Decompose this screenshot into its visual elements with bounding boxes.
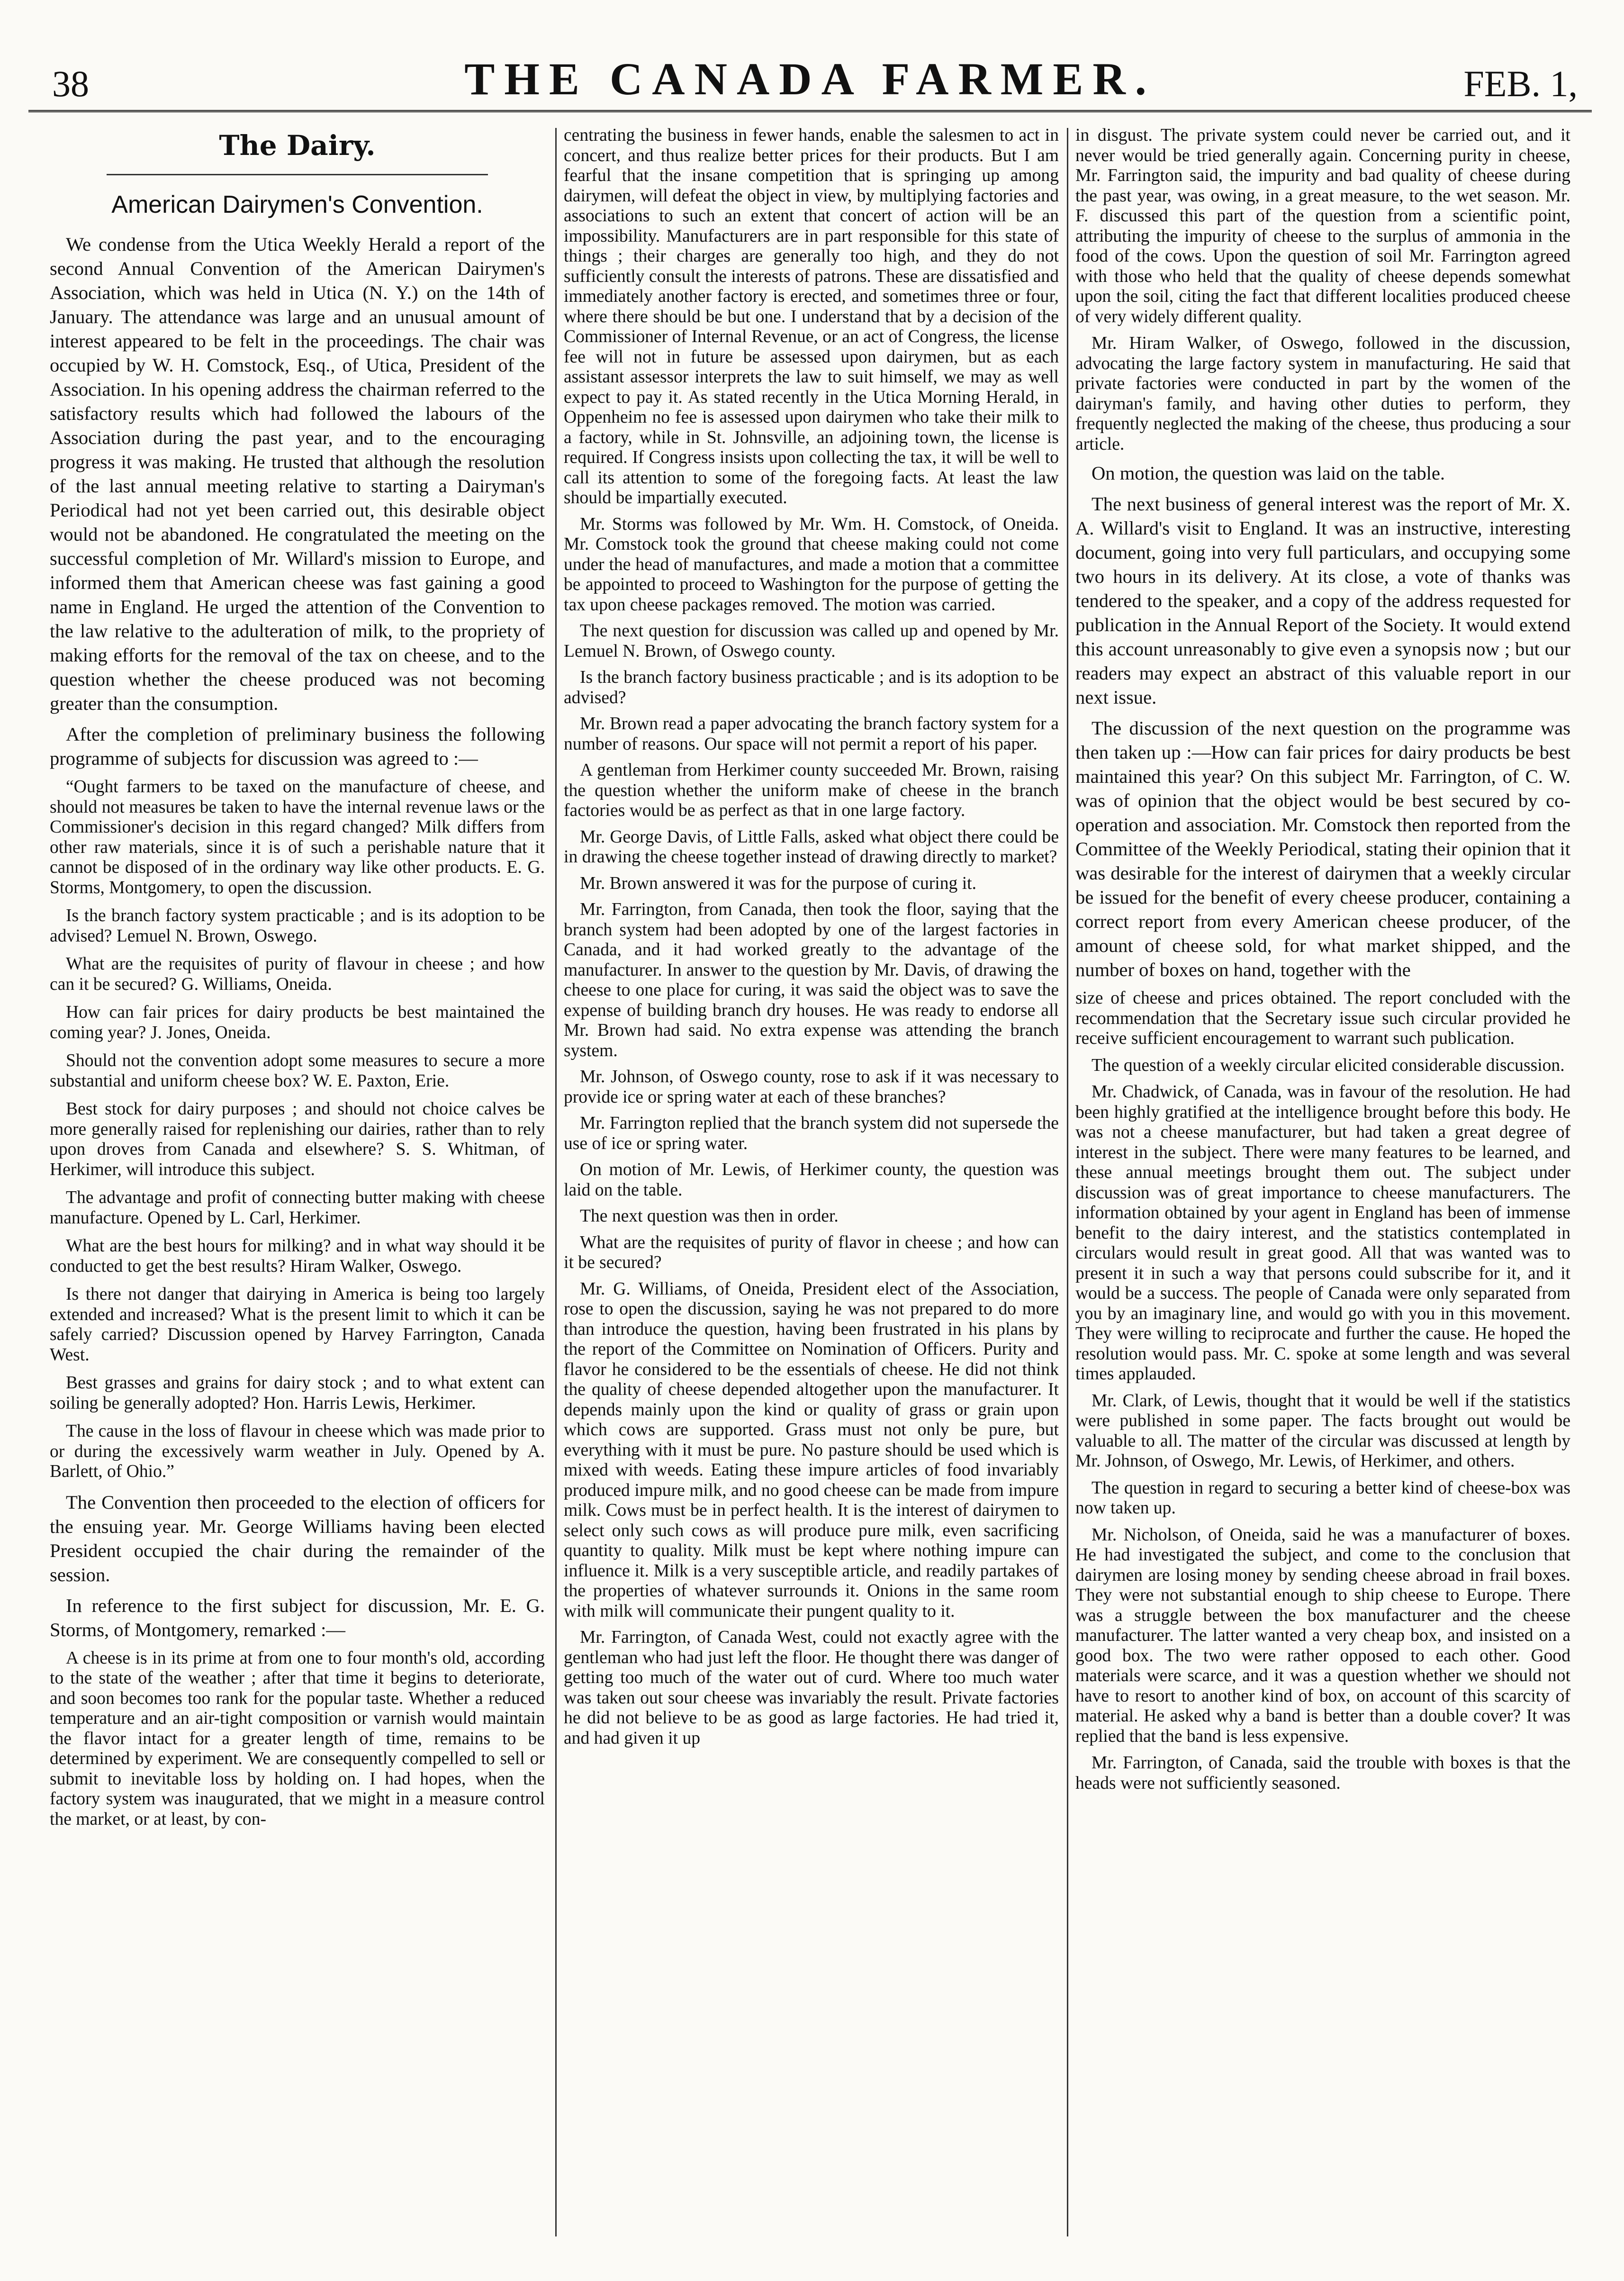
paragraph: Mr. G. Williams, of Oneida, President elect of the Association, rose to open the discussion, saying he was not prepared to do more than introduce the question, having been frustrated in his plans by the report of the Committee on Nomination of Officers. Purity and flavor he considered to be the essentials of cheese. He did not think the quality of cheese depended altogether upon the manufacturer. It depends mainly upon the kind or quality of grass or grain upon which cows are supported. Grass must not only be pure, but everything with it must be pure. No pasture should be used which is mixed with weeds. Eating these impure articles of food invariably produced impure milk, and no good cheese can be made from impure milk. Cows must be in perfect health. It is the interest of dairymen to select only such cows as will produce pure milk, even sacrificing quantity to quality. Milk must be kept where nothing impure can influence it. Milk is a very susceptible article, and readily partakes of the properties of whatever surrounds it. Onions in the same room with milk will communicate their pungent quality to it. bbox=[564, 1279, 1059, 1621]
paragraph: size of cheese and prices obtained. The report concluded with the recommendation that the Secretary issue such circular provided he receive sufficient encouragement to warrant such publication. bbox=[1075, 988, 1570, 1048]
programme-list bbox=[50, 777, 545, 1482]
paragraph: Is the branch factory system practicable ; and is its adoption to be advised? Lemuel N. Brown, Oswego. bbox=[50, 906, 545, 946]
paragraph: How can fair prices for dairy products be best maintained the coming year? J. Jones, Oneida. bbox=[50, 1003, 545, 1042]
paragraph: Best stock for dairy purposes ; and should not choice calves be more generally raised for replenishing our dairies, rather than to rely upon droves from Canada and elsewhere? S. S. Whitman, of Herkimer, will introduce this subject. bbox=[50, 1099, 545, 1179]
paragraph: The question of a weekly circular elicited considerable discussion. bbox=[1092, 1055, 1565, 1075]
paragraph: Mr. Brown answered it was for the purpose of curing it. bbox=[580, 873, 976, 893]
paragraph: Mr. Farrington, of Canada, said the trouble with boxes is that the heads were not sufficiently seasoned. bbox=[1075, 1753, 1570, 1793]
paragraph: The advantage and profit of connecting butter making with cheese manufacture. Opened by L. Carl, Herkimer. bbox=[50, 1188, 545, 1228]
paragraph: What are the requisites of purity of flavor in cheese ; and how can it be secured? bbox=[564, 1232, 1059, 1272]
column-divider bbox=[1067, 128, 1068, 2236]
column-1 bbox=[50, 126, 545, 1837]
intro-text bbox=[50, 232, 545, 770]
paragraph: Mr. Storms was followed by Mr. Wm. H. Comstock, of Oneida. Mr. Comstock took the ground that cheese making could not come under the head of manufactures, and made a motion that a committee be appointed to proceed to Washington for the purpose of getting the tax upon cheese packages removed. The motion was carried. bbox=[564, 514, 1059, 615]
issue-date: FEB. 1, bbox=[1463, 63, 1578, 104]
article-title: American Dairymen's Convention. bbox=[111, 191, 483, 218]
paragraph: Is there not danger that dairying in America is being too largely extended and increased? What is the present limit to which it can be safely carried? Discussion opened by Harvey Farrington, Canada West. bbox=[50, 1285, 545, 1365]
paragraph: “Ought farmers to be taxed on the manufacture of cheese, and should not measures be taken to have the internal revenue laws or the Commissioner's decision in this regard changed? Milk differs from other raw materials, since it is of such a perishable nature that it cannot be disposed of in the ordinary way like other products. E. G. Storms, Montgomery, to open the discussion. bbox=[50, 777, 545, 897]
paragraph: centrating the business in fewer hands, enable the salesmen to act in concert, and thus realize better prices for their products. But I am fearful that the insane competition that is springing up among dairymen, will defeat the object in view, by multiplying factories and associations to such an extent that concert of action will be an impossibility. Manufacturers are in part responsible for this state of things ; their charges are generally too high, and they do not sufficiently consult the interests of patrons. These are dissatisfied and immediately another factory is erected, and sometimes three or four, where there should be but one. I understand that by a decision of the Commissioner of Internal Revenue, or an act of Congress, the license fee will not in future be assessed upon dairymen, but as each assistant assessor interprets the law to suit himself, we may as well expect to pay it. As stated recently in the Utica Morning Herald, in Oppenheim no fee is assessed upon dairymen who take their milk to a factory, while in St. Johnsville, an adjoining town, the license is required. If Congress insists upon collecting the tax, it will be well to call its attention to some of the foregoing facts. At least the law should be impartially executed. bbox=[564, 126, 1059, 507]
paragraph: In reference to the first subject for discussion, Mr. E. G. Storms, of Montgomery, remarked :— bbox=[50, 1594, 545, 1640]
paragraph: The Convention then proceeded to the election of officers for the ensuing year. Mr. George Williams having been elected President occupied the chair during the remainder of the session. bbox=[50, 1491, 545, 1585]
paragraph: What are the best hours for milking? and in what way should it be conducted to get the best results? Hiram Walker, Oswego. bbox=[50, 1236, 545, 1276]
paragraph: Mr. Johnson, of Oswego county, rose to ask if it was necessary to provide ice or spring water at each of these branches? bbox=[564, 1067, 1059, 1107]
page-number: 38 bbox=[52, 63, 89, 104]
paragraph: Should not the convention adopt some measures to secure a more substantial and uniform cheese box? W. E. Paxton, Erie. bbox=[50, 1051, 545, 1091]
column-divider bbox=[555, 128, 557, 2236]
paragraph: The cause in the loss of flavour in cheese which was made prior to or during the excessively warm weather in July. Opened by A. Barlett, of Ohio.” bbox=[50, 1421, 545, 1481]
paragraph: A gentleman from Herkimer county succeeded Mr. Brown, raising the question whether the uniform make of cheese in the branch factories would be as perfect as that in one large factory. bbox=[564, 760, 1059, 820]
newspaper-title: THE CANADA FARMER. bbox=[464, 54, 1156, 104]
paragraph: Mr. Chadwick, of Canada, was in favour of the resolution. He had been highly gratified at the intelligence brought before this body. He was not a cheese manufacturer, but had taken a great degree of interest in the subject. There were many features to be learned, and these annual meetings brought them out. The subject under discussion was of great importance to cheese manufacturers. The information obtained by your agent in England has been of immense benefit to the dairy interest, and the statistics contemplated in circulars would result in great good. All that was wanted was to present it in such a way that persons could subscribe for it, and it would be a success. The people of Canada were only separated from you by an imaginary line, and would go with you in this movement. They were willing to reciprocate and further the cause. He hoped the resolution would pass. Mr. C. spoke at some length and was several times applauded. bbox=[1075, 1082, 1570, 1384]
paragraph: On motion of Mr. Lewis, of Herkimer county, the question was laid on the table. bbox=[564, 1160, 1059, 1200]
paragraph: The next business of general interest was the report of Mr. X. A. Willard's visit to England. It was an instructive, interesting document, going into very full particulars, and occupying some two hours in its delivery. At its close, a vote of thanks was tendered to the speaker, and a copy of the address requested for publication in the Annual Report of the Society. It would extend this account unreasonably to give even a synopsis now ; but our readers may expect an abstract of this valuable report in our next issue. bbox=[1075, 493, 1570, 708]
paragraph: Mr. Hiram Walker, of Oswego, followed in the discussion, advocating the large factory system in manufacturing. He said that private factories were conducted in part by the women of the dairyman's family, and having other duties to perform, they frequently neglected the making of the cheese, thus producing a sour article. bbox=[1075, 334, 1570, 454]
paragraph: in disgust. The private system could never be carried out, and it never would be tried generally again. Concerning purity in cheese, Mr. Farrington said, the impurity and bad quality of cheese during the past year, was owing, in a great measure, to the wet season. Mr. F. discussed this part of the question from a scientific point, attributing the impurity of cheese to the surplus of ammonia in the food of the cows. Upon the question of soil Mr. Farrington agreed with those who held that the quality of cheese depends somewhat upon the soil, citing the fact that different localities produced cheese of very widely different quality. bbox=[1075, 126, 1570, 326]
paragraph: Mr. Brown read a paper advocating the branch factory system for a number of reasons. Our space will not permit a report of his paper. bbox=[564, 714, 1059, 754]
paragraph: Is the branch factory business practicable ; and is its adoption to be advised? bbox=[564, 668, 1059, 707]
report-text bbox=[1075, 461, 1570, 982]
paragraph: After the completion of preliminary business the following programme of subjects for discussion was agreed to :— bbox=[50, 724, 545, 769]
paragraph: The question in regard to securing a better kind of cheese-box was now taken up. bbox=[1075, 1478, 1570, 1518]
paragraph: On motion, the question was laid on the table. bbox=[1092, 462, 1445, 484]
storms-remarks bbox=[50, 1648, 545, 1830]
paragraph: A cheese is in its prime at from one to four month's old, according to the state of the weather ; after that time it begins to deteriorate, and soon becomes too rank for the popular taste. Whether a reduced temperature and an air-tight composition or varnish would maintain the flavor intact for a greater length of time, remains to be determined by experiment. We are consequently compelled to sell or submit to inevitable loss by holding on. I had hopes, when the factory system was inaugurated, that we might in a measure control the market, or at least, by con- bbox=[50, 1648, 545, 1829]
paragraph: Best grasses and grains for dairy stock ; and to what extent can soiling be generally adopted? Hon. Harris Lewis, Herkimer. bbox=[50, 1373, 545, 1413]
paragraph: Mr. Farrington, of Canada West, could not exactly agree with the gentleman who had just left the floor. He thought there was danger of getting too much of the water out of curd. Where too much water was taken out sour cheese was invariably the result. Private factories he did not believe to be as good as large factories. He had tried it, and had given it up bbox=[564, 1628, 1059, 1748]
paragraph: Mr. Farrington replied that the branch system did not supersede the use of ice or spring water. bbox=[564, 1113, 1059, 1153]
paragraph: Mr. Nicholson, of Oneida, said he was a manufacturer of boxes. He had investigated the subject, and come to the conclusion that dairymen are losing money by sending cheese abroad in frail boxes. They were not substantial enough to ship cheese to Europe. There was a struggle between the box manufacturer and the cheese manufacturer. The latter wanted a very cheap box, and insisted on a good box. The two were rather opposed to each other. Good materials were scarce, and it was a question whether we should not have to resort to another kind of box, on account of this scarcity of material. He asked why a band is better than a double cover? It was replied that the band is less expensive. bbox=[1075, 1525, 1570, 1746]
paragraph: Mr. Farrington, from Canada, then took the floor, saying that the branch system had been adopted by one of the largest factories in Canada, and it had worked greatly to the advantage of the manufacturer. In answer to the question by Mr. Davis, of drawing the cheese to one place for curing, it was said the object was to save the expense of building branch dry houses. He was ready to endorse all Mr. Brown had said. No extra expense was attending the branch system. bbox=[564, 900, 1059, 1060]
column-2 bbox=[564, 126, 1059, 1755]
paragraph: What are the requisites of purity of flavour in cheese ; and how can it be secured? G. Williams, Oneida. bbox=[50, 954, 545, 994]
proceedings-text bbox=[50, 1490, 545, 1642]
section-title: The Dairy. bbox=[219, 129, 376, 162]
section-rule bbox=[107, 174, 488, 175]
paragraph: We condense from the Utica Weekly Herald a report of the second Annual Convention of the American Dairymen's Association, which was held in Utica (N. Y.) on the 14th of January. The attendance was large and an unusual amount of interest appeared to be felt in the proceedings. The chair was occupied by W. H. Comstock, Esq., of Utica, President of the Association. In his opening address the chairman referred to the satisfactory results which had followed the labours of the Association during the past year, and to the encouraging progress it was making. He trusted that although the resolution of the last annual meeting relative to starting a Dairyman's Periodical had not yet been carried out, this desirable object would not be abandoned. He congratulated the meeting on the successful completion of Mr. Willard's mission to Europe, and informed them that American cheese was fast gaining a good name in England. He urged the attention of the Convention to the law relative to the adulteration of milk, to the propriety of making efforts for the removal of the tax on cheese, and to the question whether the cheese produced was not becoming greater than the consumption. bbox=[50, 234, 545, 714]
paragraph: The discussion of the next question on the programme was then taken up :—How can fair prices for dairy products be best maintained this year? On this subject Mr. Farrington, of C. W. was of opinion that the object would be best secured by co-operation and association. Mr. Comstock then reported from the Committee of the Weekly Periodical, stating their opinion that it was desirable for the interest of dairymen that a weekly circular be issued for the benefit of every cheese producer, containing a correct report from every American cheese producer, of the amount of cheese sold, for what market shipped, and the number of boxes on hand, together with the bbox=[1075, 717, 1570, 980]
paragraph: The next question was then in order. bbox=[580, 1206, 839, 1226]
page-header bbox=[28, 54, 1592, 109]
paragraph: The next question for discussion was called up and opened by Mr. Lemuel N. Brown, of Oswego county. bbox=[564, 621, 1059, 661]
paragraph: Mr. Clark, of Lewis, thought that it would be well if the statistics were published in some paper. The facts brought out would be valuable to all. The matter of the circular was discussed at length by Mr. Johnson, of Oswego, Mr. Lewis, of Herkimer, and others. bbox=[1075, 1391, 1570, 1471]
paragraph: Mr. George Davis, of Little Falls, asked what object there could be in drawing the cheese together instead of drawing directly to market? bbox=[564, 827, 1059, 867]
column-3 bbox=[1075, 126, 1570, 1800]
header-rule bbox=[28, 110, 1592, 112]
